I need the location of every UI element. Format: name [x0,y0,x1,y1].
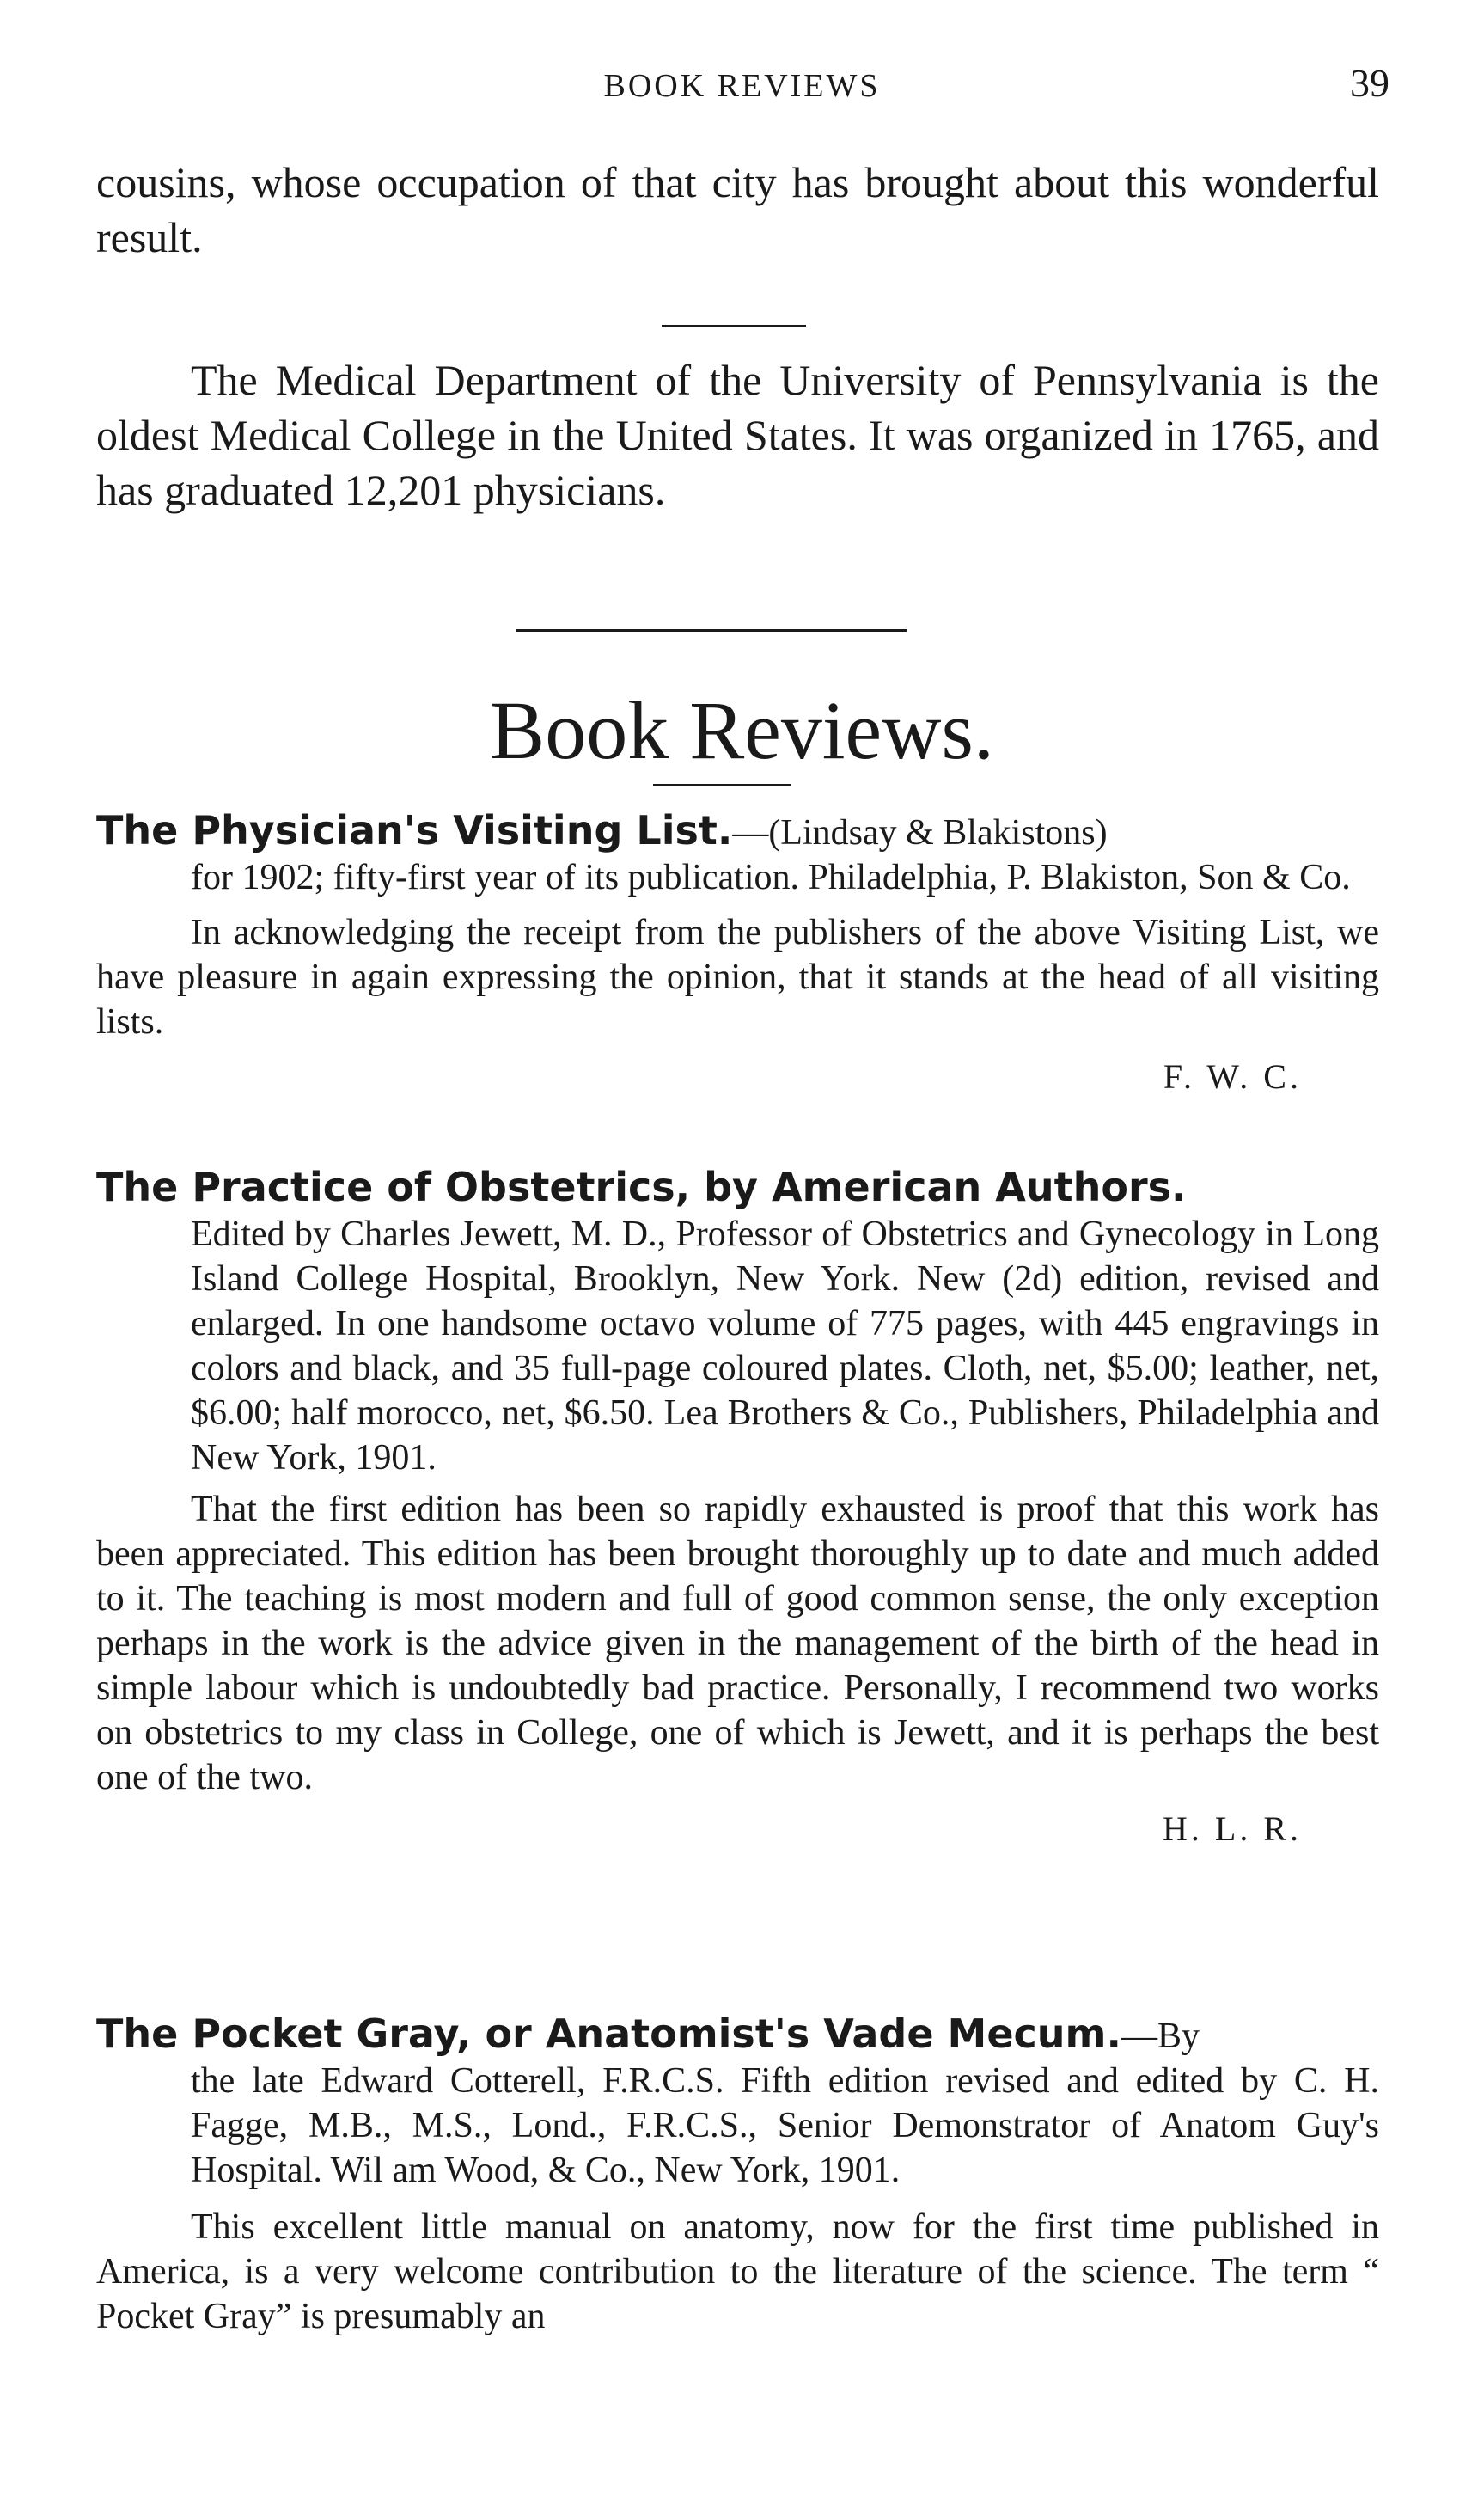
review-3-title: The Pocket Gray, or Anatomist's Vade Mecum. [96,2010,1121,2057]
review-1-details: for 1902; fifty-first year of its publication. Philadelphia, P. Blakiston, Son & Co. [191,858,1351,897]
review-1-title: The Physician's Visiting List. [96,807,733,854]
review-2 [96,1165,1379,1849]
review-2-signature: H. L. R. [1163,1809,1302,1848]
title-underline [653,784,791,786]
section-title: Book Reviews. [490,684,994,776]
review-1-body: In acknowledging the receipt from the publishers of the above Visiting List, we have pleasure in again expressing the opinion, that it stands at the head of all visiting lists. [96,913,1379,1042]
running-title: BOOK REVIEWS [603,68,881,104]
review-3-body: This excellent little manual on anatomy, now for the first time published in America, is a very welcome contribution to the literature of the science. The term “ Pocket Gray” is presumably an [96,2207,1379,2336]
review-2-title: The Practice of Obstetrics, by American Authors. [96,1164,1187,1210]
review-3-details-lead: —By [1121,2017,1200,2056]
review-2-details: Edited by Charles Jewett, M. D., Professor of Obstetrics and Gynecology in Long Island College Hospital, Brooklyn, New York. New (2d) edition, revised and enlarged. In one handsome octavo volume of 775 pages, with 445 engravings in colors and black, and 35 full-page coloured plates. Cloth, net, $5.00; leather, net, $6.00; half morocco, net, $6.50. Lea Brothers & Co., Publishers, Philadelphia and New York, 1901. [191,1215,1379,1478]
intro-paragraph-2-text: The Medical Department of the University of Pennsylvania is the oldest Medical College in the United States. It was organized in 1765, and has graduated 12,201 physicians. [96,356,1379,514]
page-number: 39 [1350,61,1389,105]
review-1 [96,808,1379,1097]
intro-paragraph-1-text: cousins, whose occupation of that city has brought about this wonderful result. [96,158,1379,261]
review-3-details: the late Edward Cotterell, F.R.C.S. Fifth edition revised and edited by C. H. Fagge, M.B., M.S., Lond., F.R.C.S., Senior Demonstrator of Anatom Guy's Hospital. Wil am Wood, & Co., New York, 1901. [191,2061,1379,2190]
intro-paragraph-1 [96,155,1379,265]
review-1-details-lead: —(Lindsay & Blakistons) [732,813,1108,853]
intro-paragraph-2 [96,352,1379,517]
short-divider [662,325,806,327]
review-1-signature: F. W. C. [1163,1057,1302,1096]
running-header [0,61,1484,119]
section-divider [516,629,907,632]
review-2-body: That the first edition has been so rapidly exhausted is proof that this work has been appreciated. This edition has been brought thoroughly up to date and much added to it. The teaching is most modern and full of good common sense, the only exception perhaps in the work is the advice given in the management of the birth of the head in simple labour which is undoubtedly bad practice. Personally, I recommend two works on obstetrics to my class in College, one of which is Jewett, and it is perhaps the best one of the two. [96,1490,1379,1797]
review-3 [96,2011,1379,2339]
